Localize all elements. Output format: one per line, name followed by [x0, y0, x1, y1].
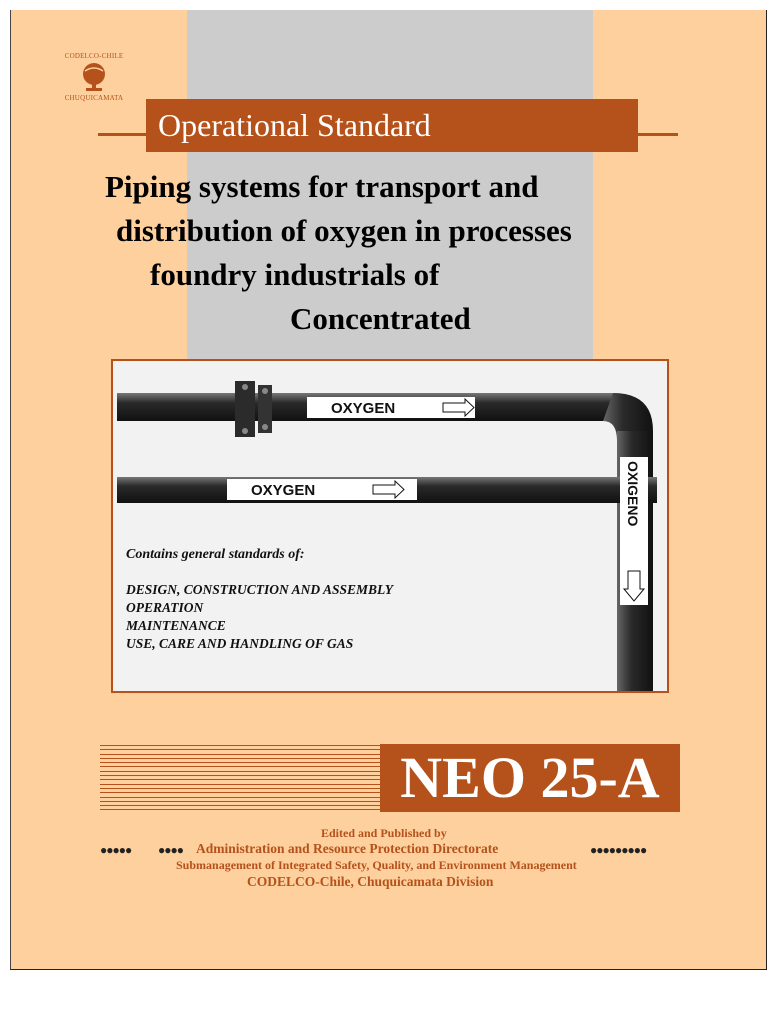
logo-bottom-text: CHUQUICAMATA [64, 94, 124, 102]
mid-pipe-label: OXYGEN [251, 482, 316, 499]
submanagement: Submanagement of Integrated Safety, Quality, and Environment Management [176, 858, 577, 872]
title-line-2: distribution of oxygen in processes [116, 213, 572, 248]
standard-item: DESIGN, CONSTRUCTION AND ASSEMBLY [126, 582, 394, 597]
company-logo [58, 52, 130, 102]
banner-rule-left [98, 133, 148, 136]
top-pipe-label: OXYGEN [331, 400, 396, 417]
banner-rule-right [636, 133, 678, 136]
division: CODELCO-Chile, Chuquicamata Division [247, 874, 494, 889]
codelco-globe-icon [77, 61, 111, 93]
decorative-dots-left: ●●●●● [100, 843, 132, 857]
vertical-pipe-label: OXIGENO [625, 461, 641, 527]
standard-code: NEO 25-A [380, 744, 680, 812]
contains-heading: Contains general standards of: [126, 547, 305, 562]
standards-list [126, 581, 393, 653]
standard-item: USE, CARE AND HANDLING OF GAS [126, 636, 354, 651]
standard-item: OPERATION [126, 600, 204, 615]
edited-by: Edited and Published by [321, 826, 447, 840]
pipe-photo [111, 359, 669, 693]
document-type-banner: Operational Standard [146, 99, 638, 152]
logo-top-text: CODELCO-CHILE [64, 52, 124, 60]
standard-item: MAINTENANCE [126, 618, 226, 633]
decorative-dots-right: ●●●●●●●●● [590, 843, 647, 857]
directorate: Administration and Resource Protection Directorate [196, 841, 499, 856]
title-line-1: Piping systems for transport and [105, 169, 539, 204]
title-line-4: Concentrated [290, 301, 471, 336]
decorative-stripes [100, 745, 382, 813]
decorative-dots-mid: ●●●● [158, 843, 183, 857]
title-line-3: foundry industrials of [150, 257, 440, 292]
